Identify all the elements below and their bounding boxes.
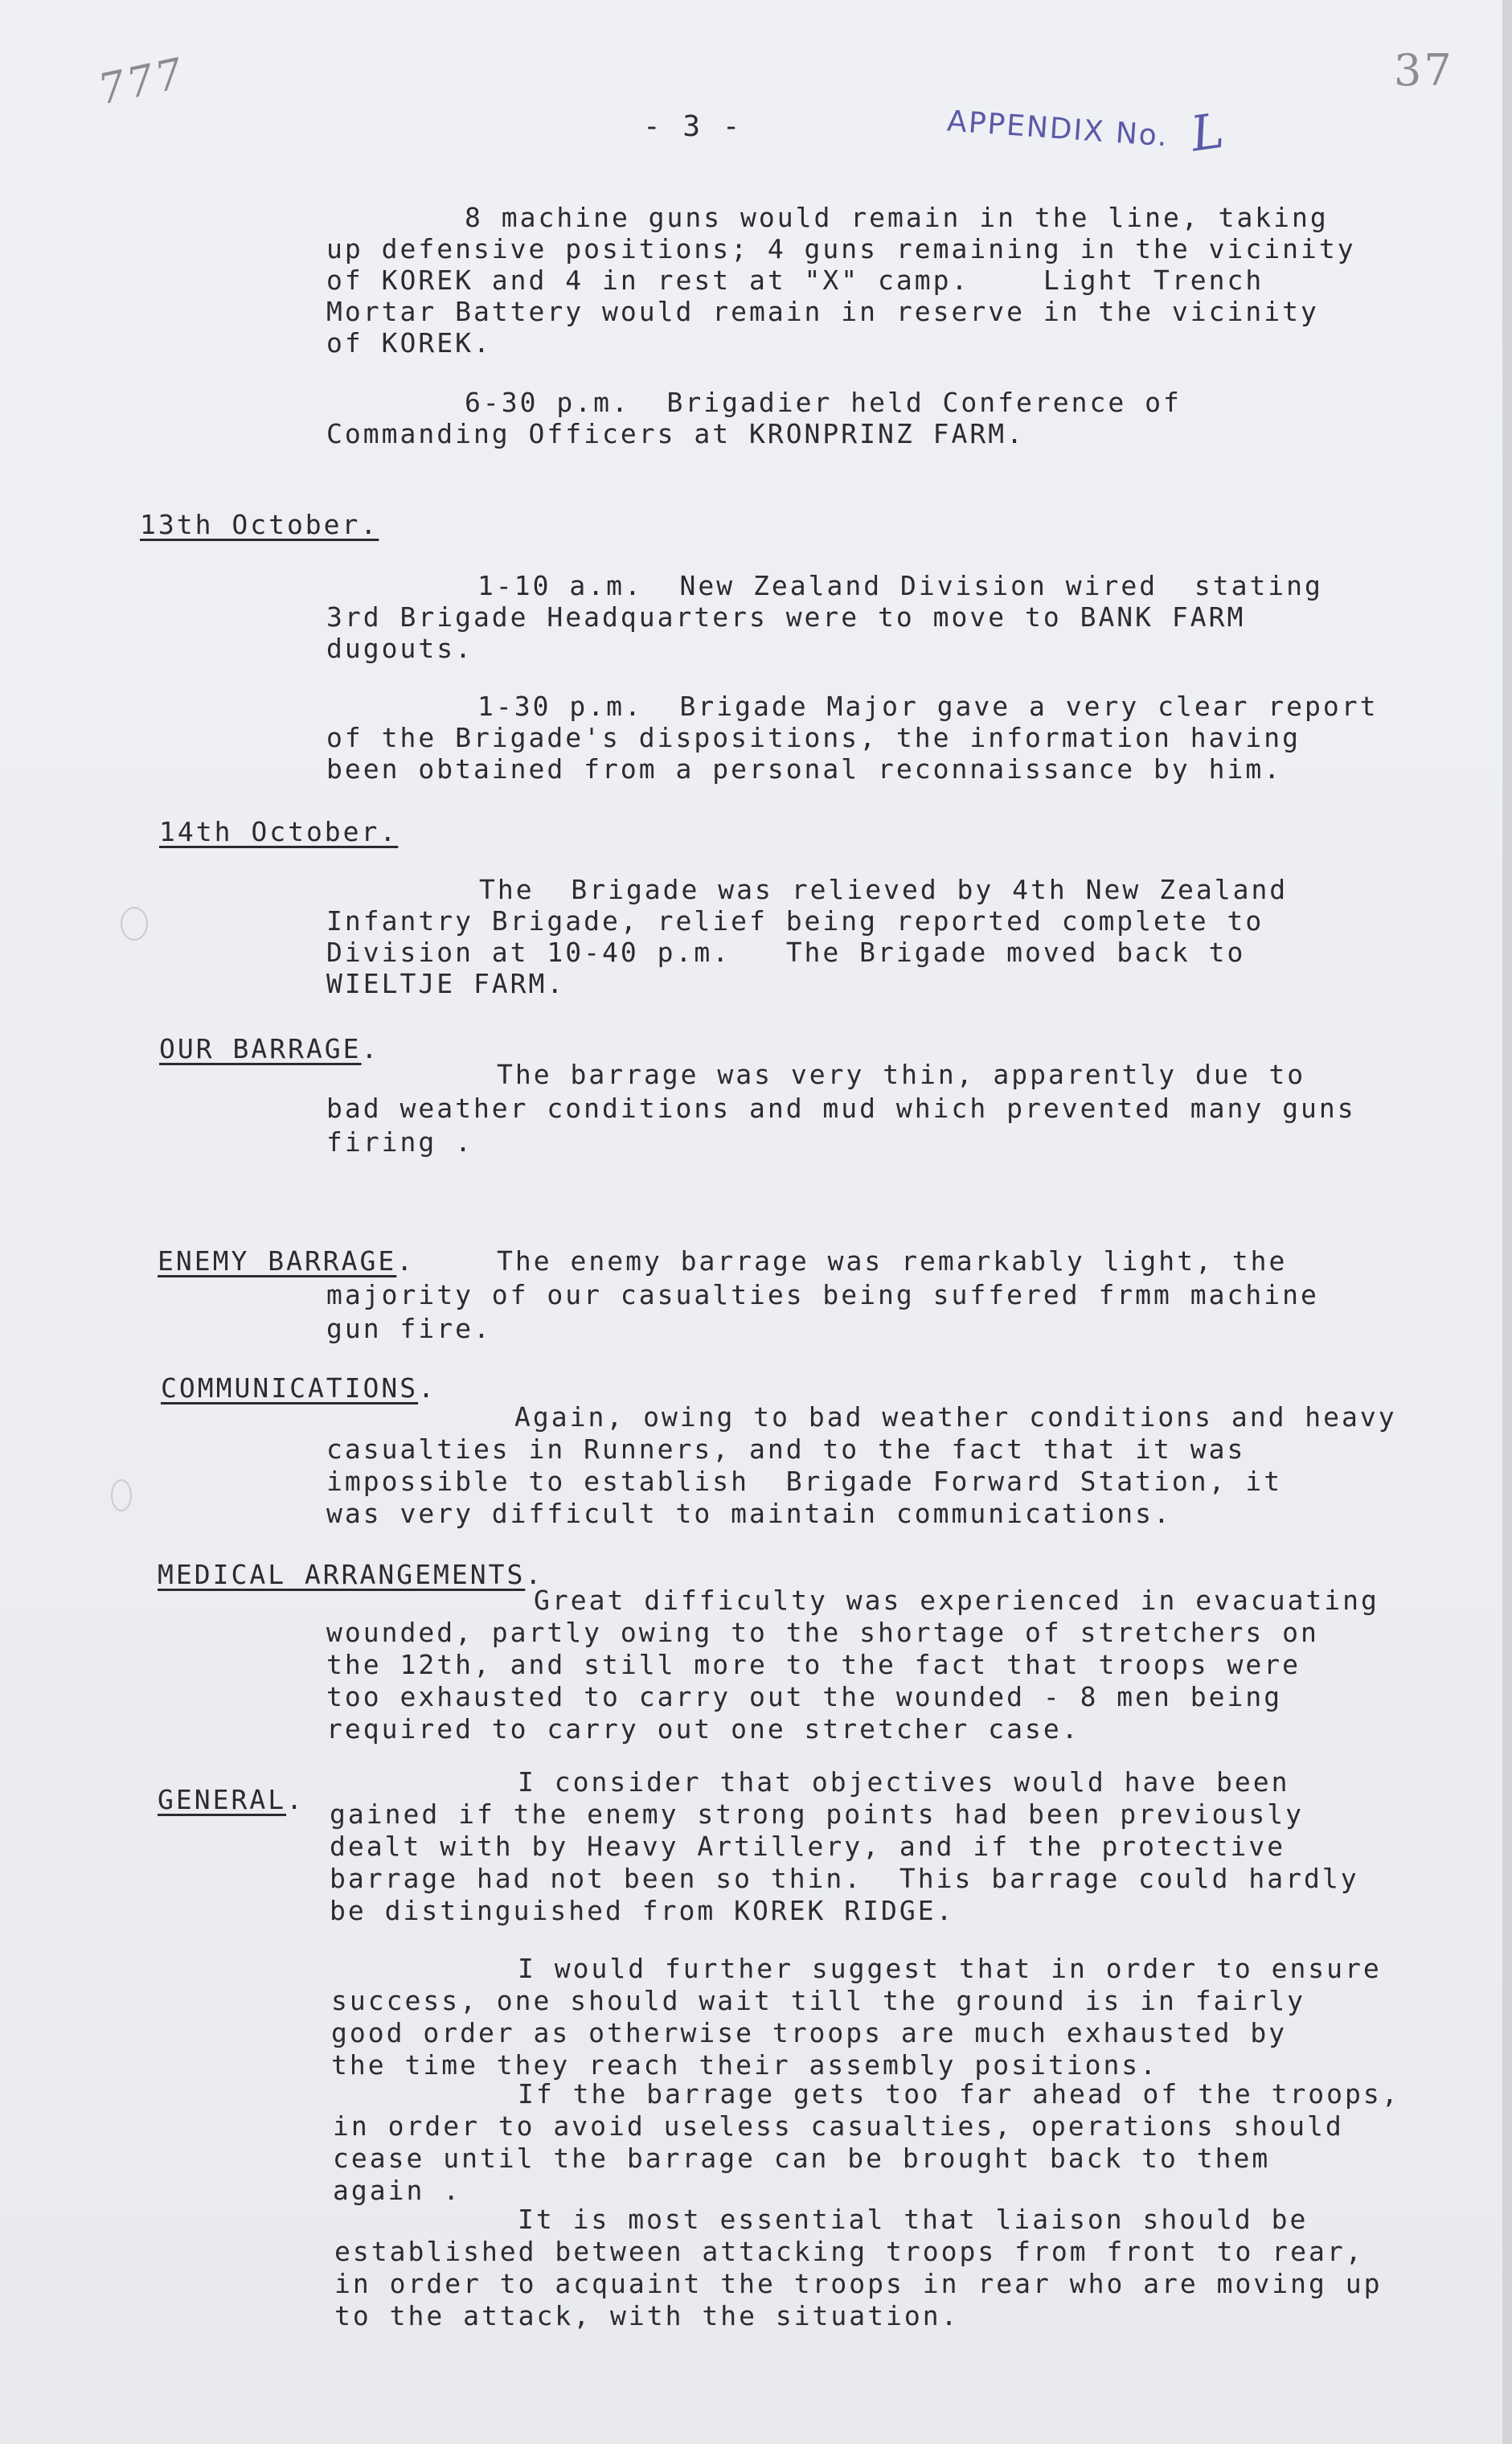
appendix-stamp: APPENDIX No. — [945, 105, 1170, 154]
typed-line: cease until the barrage can be brought back to them — [333, 2143, 1271, 2174]
typed-line: the 12th, and still more to the fact that troops were — [326, 1649, 1301, 1680]
typed-line: 3rd Brigade Headquarters were to move to BANK FARM — [326, 601, 1246, 633]
typed-line: to the attack, with the situation. — [334, 2300, 960, 2331]
typed-line: barrage had not been so thin. This barrage could hardly — [330, 1863, 1359, 1894]
typed-line: wounded, partly owing to the shortage of stretchers on — [326, 1617, 1319, 1648]
typed-line: Division at 10-40 p.m. The Brigade moved back to — [326, 937, 1246, 968]
typed-line: again . — [333, 2175, 462, 2206]
appendix-handwritten-mark: L — [1187, 102, 1230, 163]
heading-our-barrage-text: OUR BARRAGE — [159, 1033, 362, 1064]
heading-14th-october: 14th October. — [159, 816, 399, 847]
typed-line: in order to avoid useless casualties, operations should — [333, 2110, 1344, 2142]
typed-line: dugouts. — [326, 633, 473, 664]
typed-line: of KOREK and 4 in rest at "X" camp. Light Trench — [326, 264, 1264, 296]
typed-line: majority of our casualties being suffered frmm machine — [326, 1279, 1319, 1310]
typed-line: 1-10 a.m. New Zealand Division wired stating — [477, 570, 1323, 601]
typed-line: impossible to establish Brigade Forward Station, it — [326, 1466, 1283, 1497]
page-number: - 3 - — [643, 110, 743, 143]
typed-line: Great difficulty was experienced in evacuating — [534, 1585, 1379, 1616]
heading-general-text: GENERAL — [158, 1784, 287, 1815]
heading-13th-october: 13th October. — [140, 509, 379, 540]
typed-line: gun fire. — [326, 1313, 492, 1344]
margin-reference-left: 777 — [93, 49, 190, 115]
page-edge — [1502, 0, 1512, 2444]
typed-line: success, one should wait till the ground is in fairly — [331, 1985, 1305, 2016]
heading-communications-text: COMMUNICATIONS — [161, 1372, 419, 1404]
typed-line: too exhausted to carry out the wounded - 8 men being — [326, 1681, 1283, 1712]
typed-line: been obtained from a personal reconnaissance by him. — [326, 753, 1283, 785]
typed-line: I consider that objectives would have been — [518, 1766, 1290, 1798]
typed-line: bad weather conditions and mud which prevented many guns — [326, 1093, 1356, 1124]
heading-medical-arrangements: MEDICAL ARRANGEMENTS. — [158, 1559, 544, 1590]
typed-line: I would further suggest that in order to ensure — [518, 1953, 1382, 1984]
typed-line: gained if the enemy strong points had been previously — [330, 1798, 1304, 1830]
margin-reference-right: 37 — [1394, 45, 1454, 96]
typed-line: firing . — [326, 1126, 473, 1158]
heading-our-barrage: OUR BARRAGE. — [159, 1033, 380, 1064]
heading-general: GENERAL. — [158, 1784, 305, 1815]
typed-line: of KOREK. — [326, 327, 492, 359]
typed-line: It is most essential that liaison should be — [518, 2204, 1309, 2235]
typed-line: good order as otherwise troops are much exhausted by — [331, 2017, 1288, 2048]
typed-line: The Brigade was relieved by 4th New Zealand — [479, 874, 1289, 905]
typed-line: 8 machine guns would remain in the line, taking — [465, 202, 1329, 233]
typed-line: Infantry Brigade, relief being reported complete to — [326, 905, 1264, 937]
page-smudge — [121, 907, 148, 941]
typed-line: was very difficult to maintain communications. — [326, 1498, 1172, 1529]
typed-line: the time they reach their assembly positions. — [331, 2049, 1159, 2081]
typed-line: of the Brigade's dispositions, the information having — [326, 722, 1301, 753]
heading-communications: COMMUNICATIONS. — [161, 1372, 437, 1404]
heading-enemy-barrage-text: ENEMY BARRAGE — [158, 1245, 397, 1277]
typed-line: required to carry out one stretcher case. — [326, 1713, 1080, 1745]
typed-line: If the barrage gets too far ahead of the troops, — [518, 2078, 1400, 2110]
typed-line: Mortar Battery would remain in reserve in the vicinity — [326, 296, 1319, 327]
page-smudge — [111, 1479, 132, 1511]
typed-line: The barrage was very thin, apparently due to — [497, 1059, 1306, 1090]
typed-line: Commanding Officers at KRONPRINZ FARM. — [326, 418, 1025, 449]
typed-line: WIELTJE FARM. — [326, 968, 566, 999]
typed-line: up defensive positions; 4 guns remaining in the vicinity — [326, 233, 1356, 264]
typed-line: casualties in Runners, and to the fact that it was — [326, 1433, 1246, 1465]
heading-medical-arrangements-text: MEDICAL ARRANGEMENTS — [158, 1559, 526, 1590]
typed-line: in order to acquaint the troops in rear who are moving up — [334, 2268, 1383, 2299]
typed-line: established between attacking troops from front to rear, — [334, 2236, 1364, 2267]
typed-line: dealt with by Heavy Artillery, and if the protective — [330, 1831, 1286, 1862]
typed-line: The enemy barrage was remarkably light, the — [497, 1245, 1288, 1277]
typed-line: 1-30 p.m. Brigade Major gave a very clear report — [477, 691, 1379, 722]
heading-enemy-barrage: ENEMY BARRAGE. — [158, 1245, 416, 1277]
typed-line: Again, owing to bad weather conditions and heavy — [514, 1401, 1397, 1433]
typed-line: be distinguished from KOREK RIDGE. — [330, 1895, 955, 1926]
typed-line: 6-30 p.m. Brigadier held Conference of — [465, 387, 1182, 418]
